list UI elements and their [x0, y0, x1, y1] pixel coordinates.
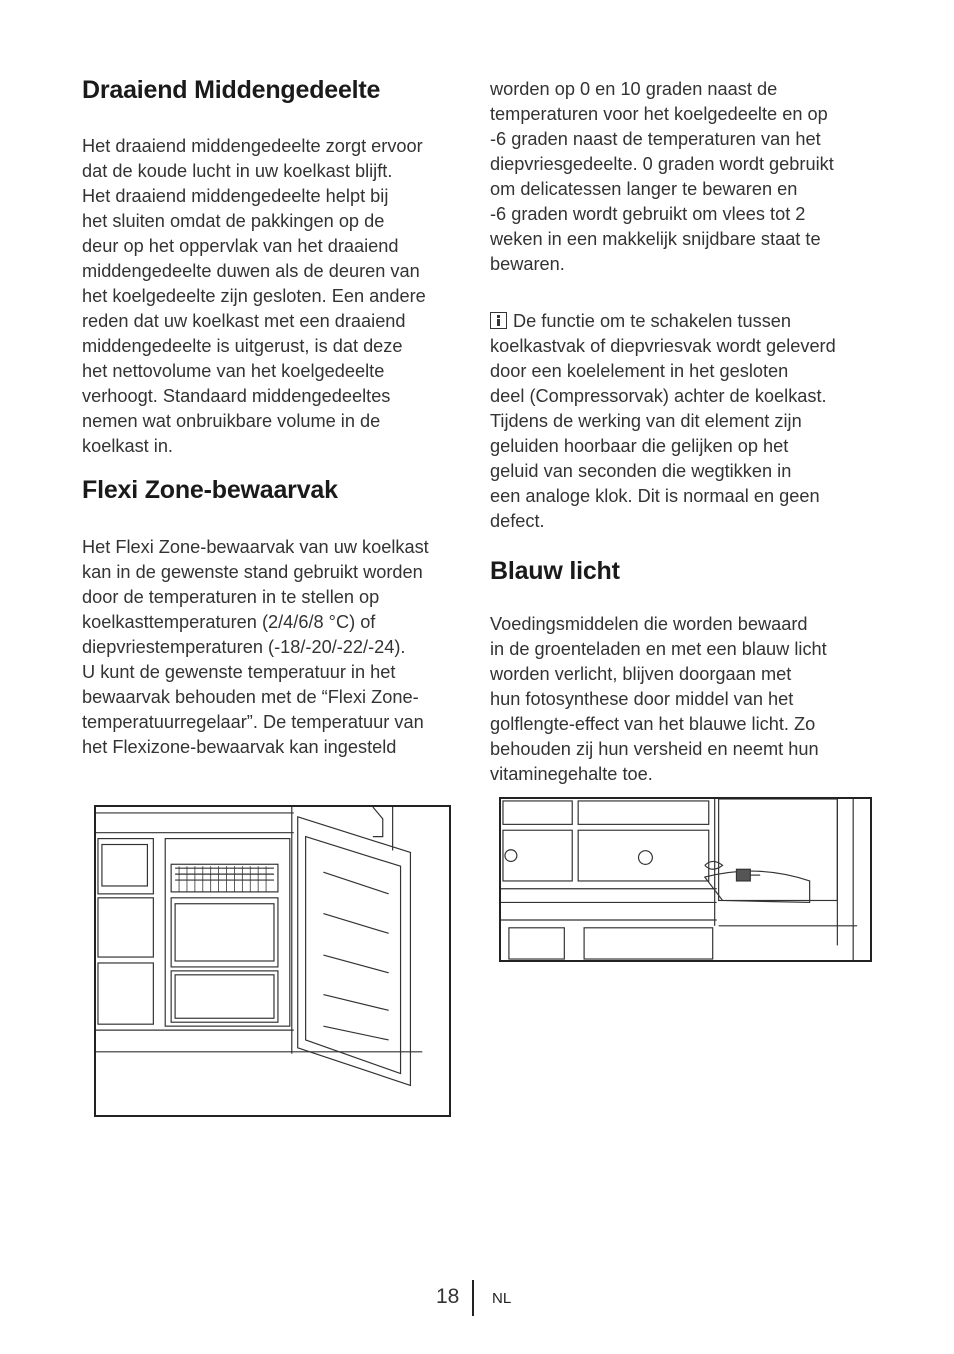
text-line: Het Flexi Zone-bewaarvak van uw koelkast — [82, 537, 429, 557]
text-line: De functie om te schakelen tussen — [490, 309, 875, 334]
info-note — [490, 309, 875, 534]
text-line: Het draaiend middengedeelte helpt bij — [82, 186, 389, 206]
text-line: U kunt de gewenste temperatuur in het — [82, 662, 396, 682]
text-line: geluid van seconden die wegtikken in — [490, 461, 792, 481]
heading-draaiend-middengedeelte: Draaiend Middengedeelte — [82, 76, 381, 104]
info-icon — [490, 312, 507, 329]
text-line: door de temperaturen in te stellen op — [82, 587, 380, 607]
text-line: diepvriesgedeelte. 0 graden wordt gebruikt — [490, 154, 834, 174]
text-line: koelkastvak of diepvriesvak wordt geleverd — [490, 336, 836, 356]
text-line: worden verlicht, blijven doorgaan met — [490, 664, 792, 684]
text-line: Het draaiend middengedeelte zorgt ervoor — [82, 136, 423, 156]
text-line: om delicatessen langer te bewaren en — [490, 179, 798, 199]
heading-flexi-zone: Flexi Zone-bewaarvak — [82, 476, 338, 504]
footer-divider — [472, 1280, 474, 1316]
language-code: NL — [492, 1290, 512, 1307]
text-line: het Flexizone-bewaarvak kan ingesteld — [82, 737, 397, 757]
text-line: koelkast in. — [82, 436, 173, 456]
text-line: het nettovolume van het koelgedeelte — [82, 361, 385, 381]
text-line: diepvriestemperaturen (-18/-20/-22/-24). — [82, 637, 406, 657]
text-line: verhoogt. Standaard middengedeeltes — [82, 386, 391, 406]
text-line: Tijdens de werking van dit element zijn — [490, 411, 802, 431]
text-line: Voedingsmiddelen die worden bewaard — [490, 614, 808, 634]
text-line: weken in een makkelijk snijdbare staat te — [490, 229, 821, 249]
page-number: 18 — [436, 1285, 460, 1308]
text-line: kan in de gewenste stand gebruikt worden — [82, 562, 423, 582]
text-line: middengedeelte is uitgerust, is dat deze — [82, 336, 403, 356]
text-line: worden op 0 en 10 graden naast de — [490, 79, 778, 99]
fridge-flexizone-illustration — [94, 805, 451, 1117]
text-line: vitaminegehalte toe. — [490, 764, 653, 784]
text-line: -6 graden naast de temperaturen van het — [490, 129, 821, 149]
text-line: dat de koude lucht in uw koelkast blijft. — [82, 161, 393, 181]
text-line: temperatuurregelaar”. De temperatuur van — [82, 712, 424, 732]
paragraph-flexi-zone-continued — [490, 77, 875, 277]
paragraph-flexi-zone — [82, 535, 467, 760]
text-line: koelkasttemperaturen (2/4/6/8 °C) of — [82, 612, 376, 632]
text-line: -6 graden wordt gebruikt om vlees tot 2 — [490, 204, 806, 224]
text-line: hun fotosynthese door middel van het — [490, 689, 794, 709]
text-line: deur op het oppervlak van het draaiend — [82, 236, 399, 256]
text-line: behouden zij hun versheid en neemt hun — [490, 739, 819, 759]
text-line: het koelgedeelte zijn gesloten. Een andere — [82, 286, 426, 306]
text-line: geluiden hoorbaar die gelijken op het — [490, 436, 789, 456]
text-line: temperaturen voor het koelgedeelte en op — [490, 104, 828, 124]
heading-blauw-licht: Blauw licht — [490, 557, 620, 585]
text-line: deel (Compressorvak) achter de koelkast. — [490, 386, 827, 406]
text-line: bewaren. — [490, 254, 565, 274]
text-line: middengedeelte duwen als de deuren van — [82, 261, 420, 281]
text-line: in de groenteladen en met een blauw licht — [490, 639, 827, 659]
paragraph-blauw-licht — [490, 612, 875, 787]
text-line: een analoge klok. Dit is normaal en geen — [490, 486, 820, 506]
blue-light-illustration — [499, 797, 872, 962]
text-line: bewaarvak behouden met de “Flexi Zone- — [82, 687, 419, 707]
text-line: nemen wat onbruikbare volume in de — [82, 411, 381, 431]
paragraph-draaiend-middengedeelte — [82, 134, 467, 459]
text-line: het sluiten omdat de pakkingen op de — [82, 211, 385, 231]
text-line: door een koelelement in het gesloten — [490, 361, 789, 381]
text-line: golflengte-effect van het blauwe licht. Zo — [490, 714, 816, 734]
text-line: reden dat uw koelkast met een draaiend — [82, 311, 406, 331]
text-line: defect. — [490, 511, 545, 531]
